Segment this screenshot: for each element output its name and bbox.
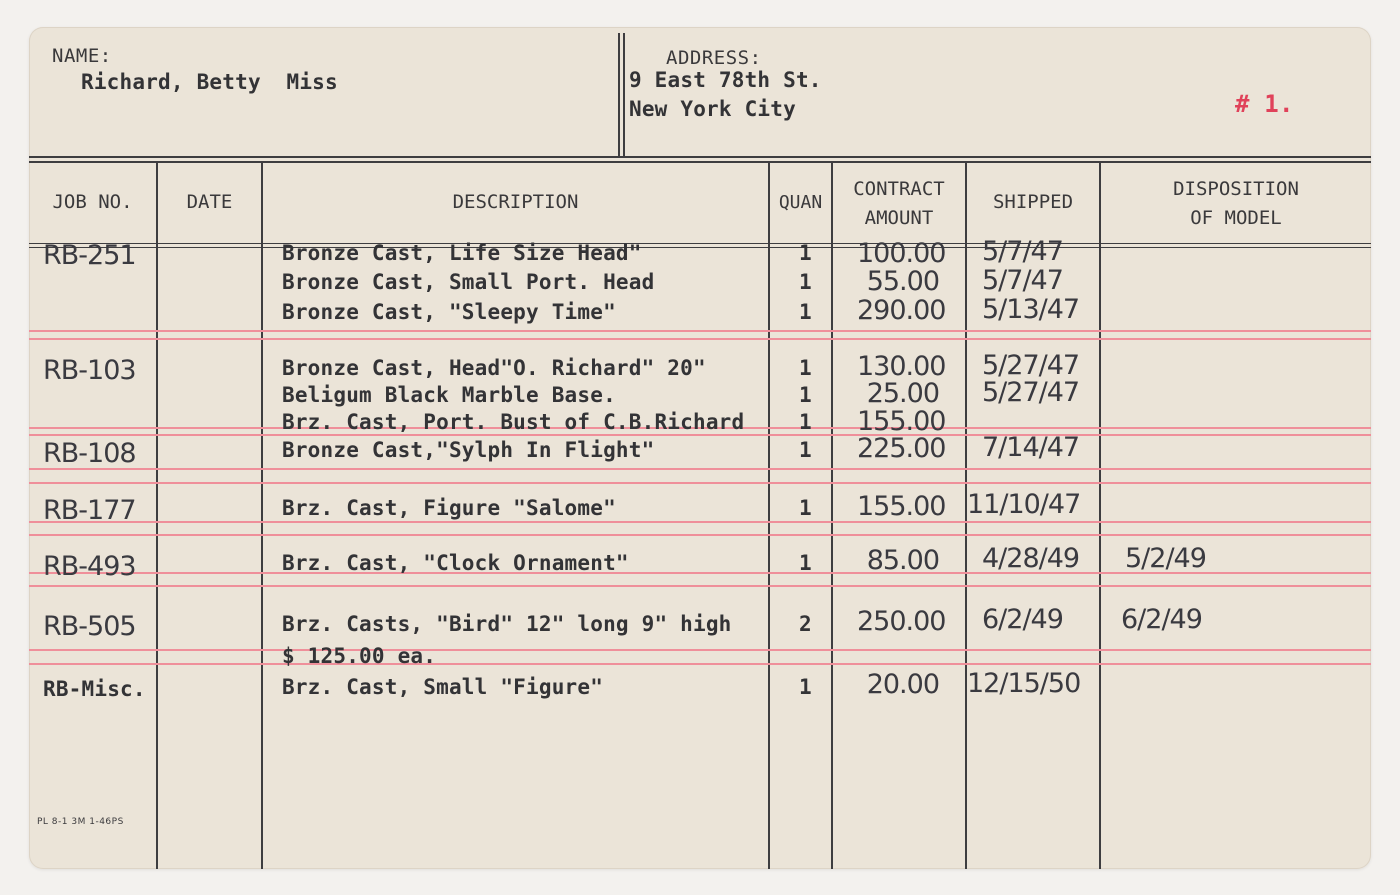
line-amount: 100.00 xyxy=(857,238,946,269)
line-description: Bronze Cast, Life Size Head" xyxy=(282,241,642,265)
line-quantity: 1 xyxy=(799,410,812,434)
line-amount: 250.00 xyxy=(857,606,946,637)
line-quantity: 1 xyxy=(799,551,812,575)
line-description: Brz. Cast, Port. Bust of C.B.Richard xyxy=(282,410,745,434)
line-quantity: 1 xyxy=(799,496,812,520)
line-quantity: 1 xyxy=(799,383,812,407)
top-rule-1 xyxy=(29,156,1371,158)
header-contract-line2: AMOUNT xyxy=(864,207,934,229)
job-number: RB-108 xyxy=(43,438,136,469)
form-code: PL 8-1 3M 1-46PS xyxy=(37,817,124,827)
ruled-line xyxy=(29,482,1371,484)
line-shipped: 4/28/49 xyxy=(982,543,1080,574)
header-disposition-line2: OF MODEL xyxy=(1190,207,1282,229)
line-shipped: 7/14/47 xyxy=(982,432,1080,463)
line-quantity: 2 xyxy=(799,612,812,636)
line-shipped: 5/13/47 xyxy=(982,294,1080,325)
col-divider-desc xyxy=(768,161,770,869)
line-shipped: 12/15/50 xyxy=(967,668,1081,699)
job-number: RB-177 xyxy=(43,495,136,526)
line-amount: 225.00 xyxy=(857,433,946,464)
line-disposition: 5/2/49 xyxy=(1125,543,1206,574)
line-description: Bronze Cast, Small Port. Head xyxy=(282,270,655,294)
line-amount: 155.00 xyxy=(857,491,946,522)
header-description: DESCRIPTION xyxy=(452,191,579,213)
line-quantity: 1 xyxy=(799,241,812,265)
address-label: ADDRESS: xyxy=(666,47,762,69)
header-contract-line1: CONTRACT xyxy=(853,178,945,200)
card-number: # 1. xyxy=(1235,90,1294,118)
line-quantity: 1 xyxy=(799,356,812,380)
header-job-no: JOB NO. xyxy=(52,191,133,213)
header-disposition xyxy=(1101,175,1371,233)
line-shipped: 5/7/47 xyxy=(982,236,1063,267)
job-number: RB-493 xyxy=(43,551,136,582)
address-line-2: New York City xyxy=(629,97,796,121)
header-shipped: SHIPPED xyxy=(992,191,1074,213)
line-description: Bronze Cast, Head"O. Richard" 20" xyxy=(282,356,706,380)
ruled-line xyxy=(29,434,1371,436)
line-quantity: 1 xyxy=(799,270,812,294)
line-description: Brz. Cast, "Clock Ornament" xyxy=(282,551,629,575)
line-description: Brz. Cast, Figure "Salome" xyxy=(282,496,616,520)
address-line-1: 9 East 78th St. xyxy=(629,68,822,92)
job-number: RB-Misc. xyxy=(43,677,146,701)
header-date: DATE xyxy=(186,191,233,213)
name-label: NAME: xyxy=(52,45,112,67)
line-quantity: 1 xyxy=(799,300,812,324)
line-amount: 130.00 xyxy=(857,351,946,382)
ruled-line xyxy=(29,663,1371,665)
line-quantity: 1 xyxy=(799,438,812,462)
header-disposition-line1: DISPOSITION xyxy=(1173,178,1299,200)
line-description: $ 125.00 ea. xyxy=(282,644,437,668)
col-divider-shipped xyxy=(1099,161,1101,869)
header-contract xyxy=(833,175,965,233)
ruled-line xyxy=(29,330,1371,332)
line-amount: 20.00 xyxy=(866,669,939,700)
name-value: Richard, Betty Miss xyxy=(81,70,338,94)
job-number: RB-103 xyxy=(43,355,136,386)
line-description: Brz. Casts, "Bird" 12" long 9" high xyxy=(282,612,732,636)
ruled-line xyxy=(29,585,1371,587)
top-rule-2 xyxy=(29,161,1371,163)
line-quantity: 1 xyxy=(799,675,812,699)
line-shipped: 11/10/47 xyxy=(967,489,1081,520)
line-disposition: 6/2/49 xyxy=(1121,604,1202,635)
job-number: RB-251 xyxy=(43,240,136,271)
header-rule-1 xyxy=(29,243,1371,244)
header-rule-2 xyxy=(29,247,1371,248)
line-shipped: 5/27/47 xyxy=(982,350,1080,381)
ruled-line xyxy=(29,468,1371,470)
line-description: Bronze Cast,"Sylph In Flight" xyxy=(282,438,655,462)
line-description: Brz. Cast, Small "Figure" xyxy=(282,675,604,699)
name-address-divider-2 xyxy=(623,33,625,157)
ruled-line xyxy=(29,534,1371,536)
line-shipped: 5/7/47 xyxy=(982,265,1063,296)
line-amount: 85.00 xyxy=(866,545,939,576)
ruled-line xyxy=(29,521,1371,523)
line-description: Bronze Cast, "Sleepy Time" xyxy=(282,300,616,324)
ruled-line xyxy=(29,649,1371,651)
line-amount: 290.00 xyxy=(857,295,946,326)
line-amount: 155.00 xyxy=(857,406,946,437)
record-card xyxy=(29,27,1371,869)
ruled-line xyxy=(29,338,1371,340)
line-description: Beligum Black Marble Base. xyxy=(282,383,616,407)
col-divider-quan xyxy=(831,161,833,869)
job-number: RB-505 xyxy=(43,611,136,642)
header-quan: QUAN xyxy=(778,192,823,213)
col-divider-date xyxy=(261,161,263,869)
col-divider-job xyxy=(156,161,158,869)
line-shipped: 6/2/49 xyxy=(982,604,1063,635)
line-shipped: 5/27/47 xyxy=(982,377,1080,408)
line-amount: 25.00 xyxy=(866,378,939,409)
name-address-divider xyxy=(618,33,620,157)
line-amount: 55.00 xyxy=(866,266,939,297)
